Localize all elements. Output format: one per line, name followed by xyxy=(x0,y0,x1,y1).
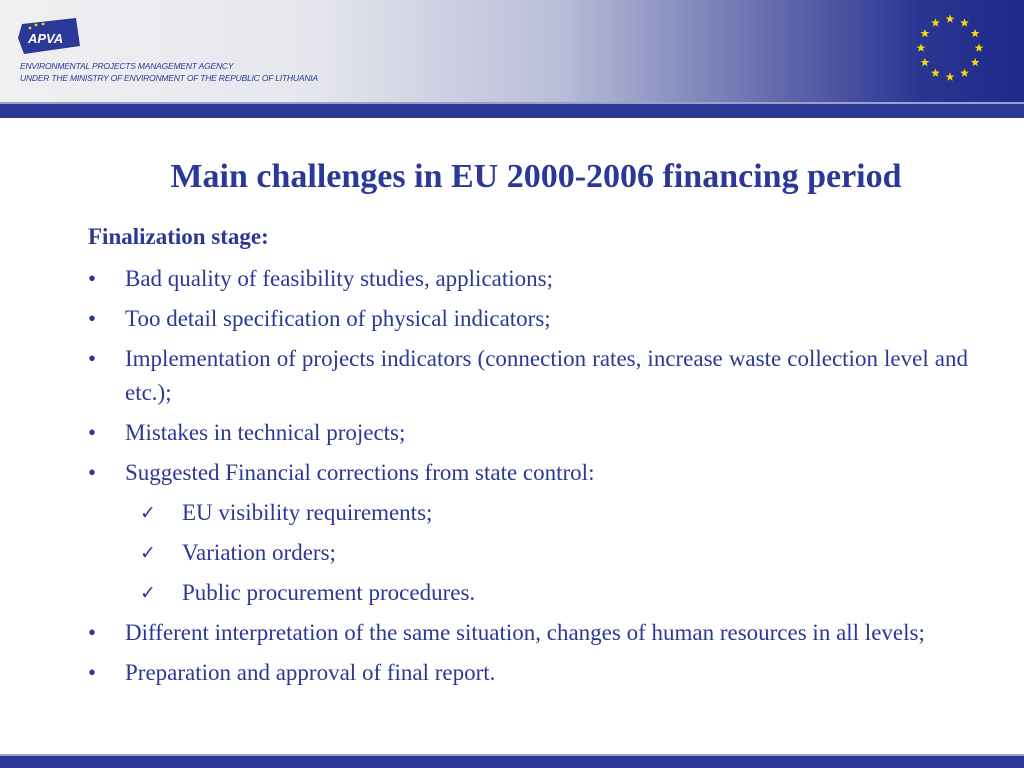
star-icon xyxy=(921,58,930,66)
star-icon xyxy=(917,43,926,51)
list-item-text: Implementation of projects indicators (connection rates, increase waste collection level and etc.); xyxy=(125,346,968,405)
sub-list-item-text: Variation orders; xyxy=(182,540,336,565)
star-icon xyxy=(931,69,940,77)
bullet-icon: • xyxy=(88,460,97,485)
list-item-text: Preparation and approval of final report. xyxy=(125,660,496,685)
star-icon xyxy=(946,14,955,22)
list-item-text: Mistakes in technical projects; xyxy=(125,420,406,445)
list-item xyxy=(88,302,968,336)
bullet-icon: • xyxy=(88,346,97,371)
header-banner xyxy=(0,0,1024,104)
slide-subtitle: Finalization stage: xyxy=(88,224,269,249)
checkmark-icon: ✓ xyxy=(140,582,156,604)
star-icon xyxy=(971,58,980,66)
slide-title: Main challenges in EU 2000-2006 financing period xyxy=(170,158,902,195)
list-item xyxy=(88,262,968,296)
list-item xyxy=(88,342,968,410)
eu-stars-icon xyxy=(910,8,990,88)
list-item-text: Too detail specification of physical indicators; xyxy=(125,306,551,331)
list-item xyxy=(88,616,968,650)
star-icon xyxy=(921,29,930,37)
star-icon xyxy=(971,29,980,37)
bullet-icon: • xyxy=(88,660,97,685)
list-item xyxy=(88,656,968,690)
logo-text: APVA xyxy=(28,31,64,46)
list-item xyxy=(88,456,968,490)
agency-line-1: ENVIRONMENTAL PROJECTS MANAGEMENT AGENCY xyxy=(20,61,234,71)
bullet-icon: • xyxy=(88,420,97,445)
list-item-text: Suggested Financial corrections from state control: xyxy=(125,460,595,485)
challenge-list xyxy=(88,262,968,696)
checkmark-icon: ✓ xyxy=(140,542,156,564)
apva-logo xyxy=(16,16,82,56)
list-item-text: Different interpretation of the same situation, changes of human resources in all levels; xyxy=(125,620,925,645)
star-icon xyxy=(960,18,969,26)
sub-list-item-text: EU visibility requirements; xyxy=(182,500,433,525)
star-icon xyxy=(931,18,940,26)
footer-bar xyxy=(0,756,1024,768)
header-bar xyxy=(0,104,1024,118)
list-item xyxy=(88,416,968,450)
agency-name xyxy=(20,60,318,84)
checkmark-icon: ✓ xyxy=(140,502,156,524)
bullet-icon: • xyxy=(88,266,97,291)
star-icon xyxy=(960,69,969,77)
bullet-icon: • xyxy=(88,620,97,645)
star-icon xyxy=(975,43,984,51)
agency-line-2: UNDER THE MINISTRY OF ENVIRONMENT OF THE REPUBLIC OF LITHUANIA xyxy=(20,73,318,83)
list-item-text: Bad quality of feasibility studies, applications; xyxy=(125,266,553,291)
bullet-icon: • xyxy=(88,306,97,331)
sub-list-item xyxy=(88,536,968,570)
sub-list-item xyxy=(88,576,968,610)
sub-list-item xyxy=(88,496,968,530)
star-icon xyxy=(946,72,955,80)
sub-list-item-text: Public procurement procedures. xyxy=(182,580,476,605)
